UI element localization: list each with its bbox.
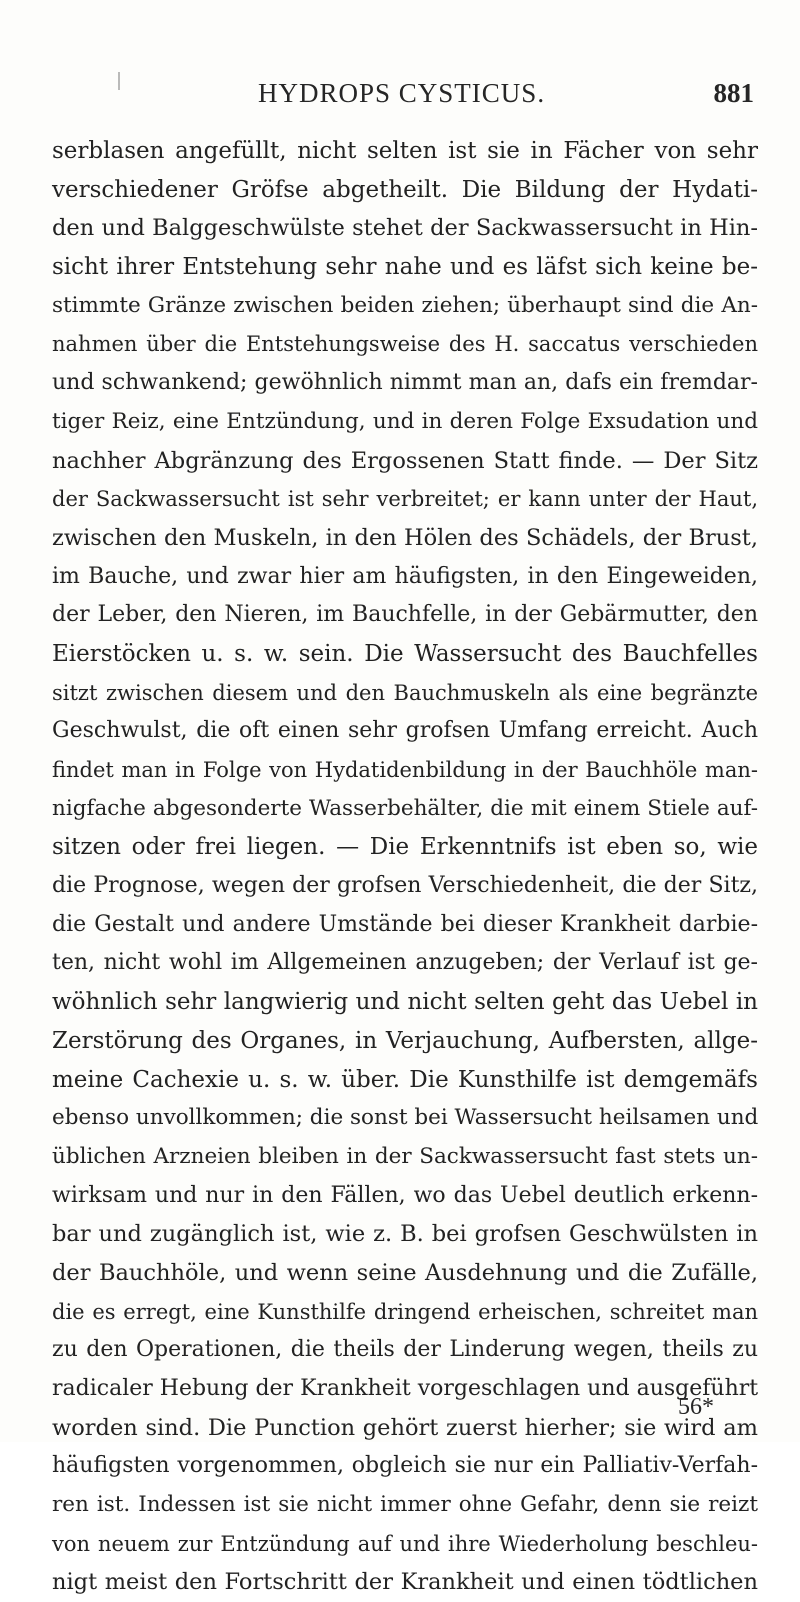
text-line: von neuem zur Entzündung auf und ihre Wiederholung beschleu-: [52, 1531, 758, 1556]
text-line: wöhnlich sehr langwierig und nicht selten geht das Uebel in: [52, 989, 758, 1016]
text-line: häufigsten vorgenommen, obgleich sie nur ein Palliativ-Verfah-: [52, 1453, 758, 1479]
running-head-title: HYDROPS CYSTICUS.: [258, 78, 546, 108]
text-line: die Gestalt und andere Umstände bei dieser Krankheit darbie-: [52, 911, 758, 937]
text-line: findet man in Folge von Hydatidenbildung in der Bauchhöle man-: [52, 758, 758, 782]
text-line: ten, nicht wohl im Allgemeinen anzugeben; der Verlauf ist ge-: [52, 950, 758, 976]
text-line: der Sackwassersucht ist sehr verbreitet; er kann unter der Haut,: [52, 487, 758, 512]
text-line: der Bauchhöle, und wenn seine Ausdehnung und die Zufälle,: [52, 1259, 758, 1286]
text-line: nachher Abgränzung des Ergossenen Statt finde. — Der Sitz: [52, 447, 758, 474]
text-line: sitzen oder frei liegen. — Die Erkenntnifs ist eben so, wie: [52, 834, 758, 861]
text-line: im Bauche, und zwar hier am häufigsten, in den Eingeweiden,: [52, 563, 758, 589]
text-line: ebenso unvollkommen; die sonst bei Wassersucht heilsamen und: [52, 1105, 759, 1131]
text-line: nigfache abgesonderte Wasserbehälter, die mit einem Stiele auf-: [52, 795, 758, 821]
text-line: wirksam und nur in den Fällen, wo das Uebel deutlich erkenn-: [52, 1182, 758, 1208]
text-line: den und Balggeschwülste stehet der Sackwassersucht in Hin-: [52, 215, 758, 242]
page-number: 881: [713, 78, 754, 108]
text-line: die es erregt, eine Kunsthilfe dringend erheischen, schreitet man: [52, 1299, 758, 1324]
text-line: sicht ihrer Entstehung sehr nahe und es läfst sich keine be-: [52, 254, 758, 281]
text-line: bar und zugänglich ist, wie z. B. bei grofsen Geschwülsten in: [52, 1221, 758, 1248]
text-line: verschiedener Gröfse abgetheilt. Die Bildung der Hydati-: [52, 176, 758, 203]
text-line: der Leber, den Nieren, im Bauchfelle, in der Gebärmutter, den: [52, 602, 758, 628]
text-line: worden sind. Die Punction gehört zuerst hierher; sie wird am: [52, 1414, 758, 1441]
text-line: nahmen über die Entstehungsweise des H. saccatus verschieden: [52, 332, 758, 357]
text-line: radicaler Hebung der Krankheit vorgeschlagen und ausgeführt: [52, 1376, 759, 1401]
text-line: nigt meist den Fortschritt der Krankheit und einen tödtlichen: [52, 1569, 758, 1596]
text-line: tiger Reiz, eine Entzündung, und in deren Folge Exsudation und: [52, 408, 758, 434]
text-line: sitzt zwischen diesem und den Bauchmuskeln als eine begränzte: [52, 680, 758, 705]
text-line: ren ist. Indessen ist sie nicht immer ohne Gefahr, denn sie reizt: [52, 1492, 758, 1518]
text-line: üblichen Arzneien bleiben in der Sackwassersucht fast stets un-: [52, 1143, 758, 1169]
text-line: stimmte Gränze zwischen beiden ziehen; überhaupt sind die An-: [52, 292, 758, 318]
running-head: [0, 78, 800, 118]
printer-signature: 56*: [678, 1394, 714, 1420]
text-line: Zerstörung des Organes, in Verjauchung, Aufbersten, allge-: [52, 1027, 758, 1054]
text-line: meine Cachexie u. s. w. über. Die Kunsthilfe ist demgemäfs: [52, 1066, 758, 1093]
text-line: zu den Operationen, die theils der Linderung wegen, theils zu: [52, 1337, 758, 1363]
body-text: [52, 132, 758, 1602]
text-line: Geschwulst, die oft einen sehr grofsen Umfang erreicht. Auch: [52, 718, 758, 744]
text-line: zwischen den Muskeln, in den Hölen des Schädels, der Brust,: [52, 524, 758, 551]
text-line: Eierstöcken u. s. w. sein. Die Wassersucht des Bauchfelles: [52, 640, 758, 667]
text-line: serblasen angefüllt, nicht selten ist sie in Fächer von sehr: [52, 138, 758, 164]
text-line: und schwankend; gewöhnlich nimmt man an, dafs ein fremdar-: [52, 370, 758, 396]
text-line: die Prognose, wegen der grofsen Verschiedenheit, die der Sitz,: [52, 873, 758, 899]
